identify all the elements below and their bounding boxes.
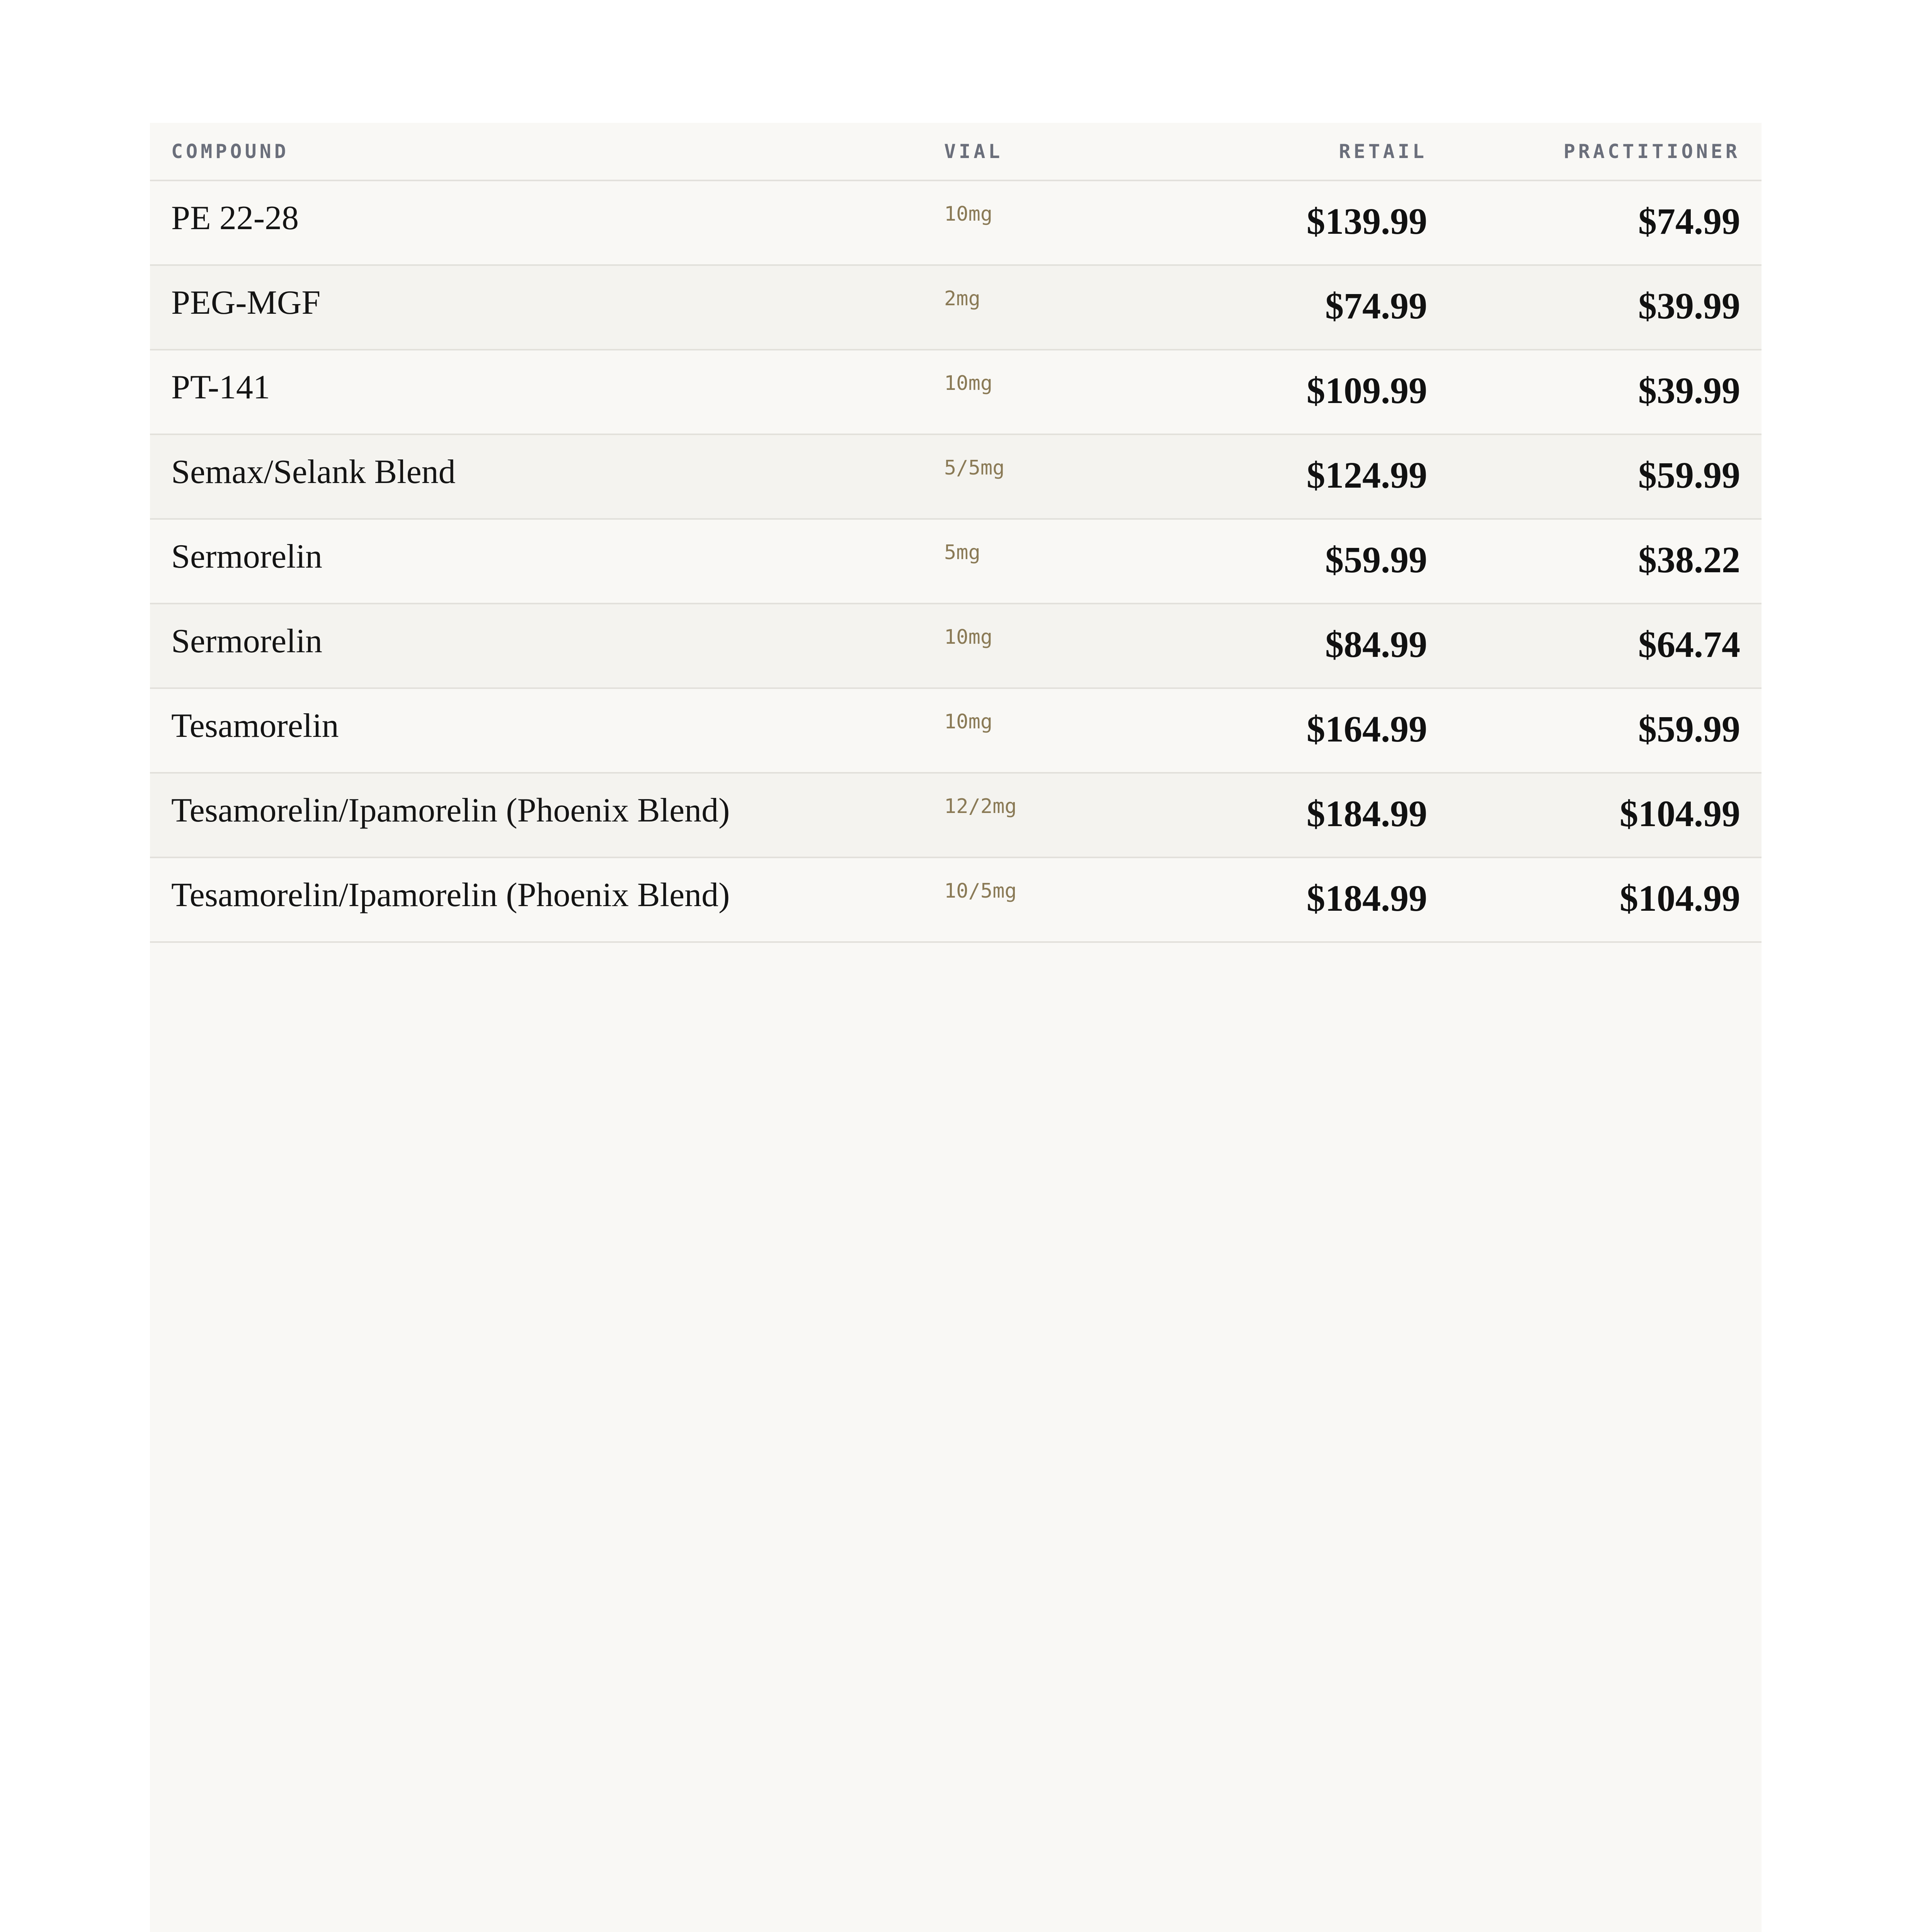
table-row — [150, 434, 1762, 519]
compound-cell: Tesamorelin — [150, 688, 923, 773]
table-row — [150, 180, 1762, 265]
practitioner-price-cell: $74.99 — [1448, 180, 1762, 265]
compound-cell: PT-141 — [150, 350, 923, 434]
header-row — [150, 123, 1762, 180]
table-row — [150, 265, 1762, 350]
vial-cell: 10mg — [923, 604, 1139, 688]
practitioner-price-cell: $104.99 — [1448, 773, 1762, 857]
vial-cell: 5mg — [923, 519, 1139, 604]
table-row — [150, 350, 1762, 434]
table-row — [150, 688, 1762, 773]
header-retail: RETAIL — [1139, 123, 1448, 180]
compound-cell: Sermorelin — [150, 519, 923, 604]
header-practitioner: PRACTITIONER — [1448, 123, 1762, 180]
retail-price-cell: $84.99 — [1139, 604, 1448, 688]
retail-price-cell: $184.99 — [1139, 857, 1448, 942]
table-row — [150, 519, 1762, 604]
compound-cell: Tesamorelin/Ipamorelin (Phoenix Blend) — [150, 857, 923, 942]
practitioner-price-cell: $59.99 — [1448, 434, 1762, 519]
retail-price-cell: $164.99 — [1139, 688, 1448, 773]
table-row — [150, 773, 1762, 857]
table-header — [150, 123, 1762, 180]
retail-price-cell: $184.99 — [1139, 773, 1448, 857]
header-vial: VIAL — [923, 123, 1139, 180]
practitioner-price-cell: $59.99 — [1448, 688, 1762, 773]
compound-cell: PE 22-28 — [150, 180, 923, 265]
practitioner-price-cell: $64.74 — [1448, 604, 1762, 688]
compound-cell: Tesamorelin/Ipamorelin (Phoenix Blend) — [150, 773, 923, 857]
compound-cell: Semax/Selank Blend — [150, 434, 923, 519]
vial-cell: 10mg — [923, 350, 1139, 434]
table-row — [150, 857, 1762, 942]
compound-cell: PEG-MGF — [150, 265, 923, 350]
vial-cell: 10/5mg — [923, 857, 1139, 942]
table-row — [150, 604, 1762, 688]
retail-price-cell: $59.99 — [1139, 519, 1448, 604]
vial-cell: 10mg — [923, 180, 1139, 265]
retail-price-cell: $124.99 — [1139, 434, 1448, 519]
practitioner-price-cell: $104.99 — [1448, 857, 1762, 942]
vial-cell: 10mg — [923, 688, 1139, 773]
retail-price-cell: $109.99 — [1139, 350, 1448, 434]
practitioner-price-cell: $38.22 — [1448, 519, 1762, 604]
price-table — [150, 123, 1762, 943]
practitioner-price-cell: $39.99 — [1448, 350, 1762, 434]
practitioner-price-cell: $39.99 — [1448, 265, 1762, 350]
table-body — [150, 180, 1762, 942]
retail-price-cell: $74.99 — [1139, 265, 1448, 350]
vial-cell: 2mg — [923, 265, 1139, 350]
compound-cell: Sermorelin — [150, 604, 923, 688]
price-sheet — [150, 123, 1762, 1932]
vial-cell: 5/5mg — [923, 434, 1139, 519]
retail-price-cell: $139.99 — [1139, 180, 1448, 265]
header-compound: COMPOUND — [150, 123, 923, 180]
vial-cell: 12/2mg — [923, 773, 1139, 857]
